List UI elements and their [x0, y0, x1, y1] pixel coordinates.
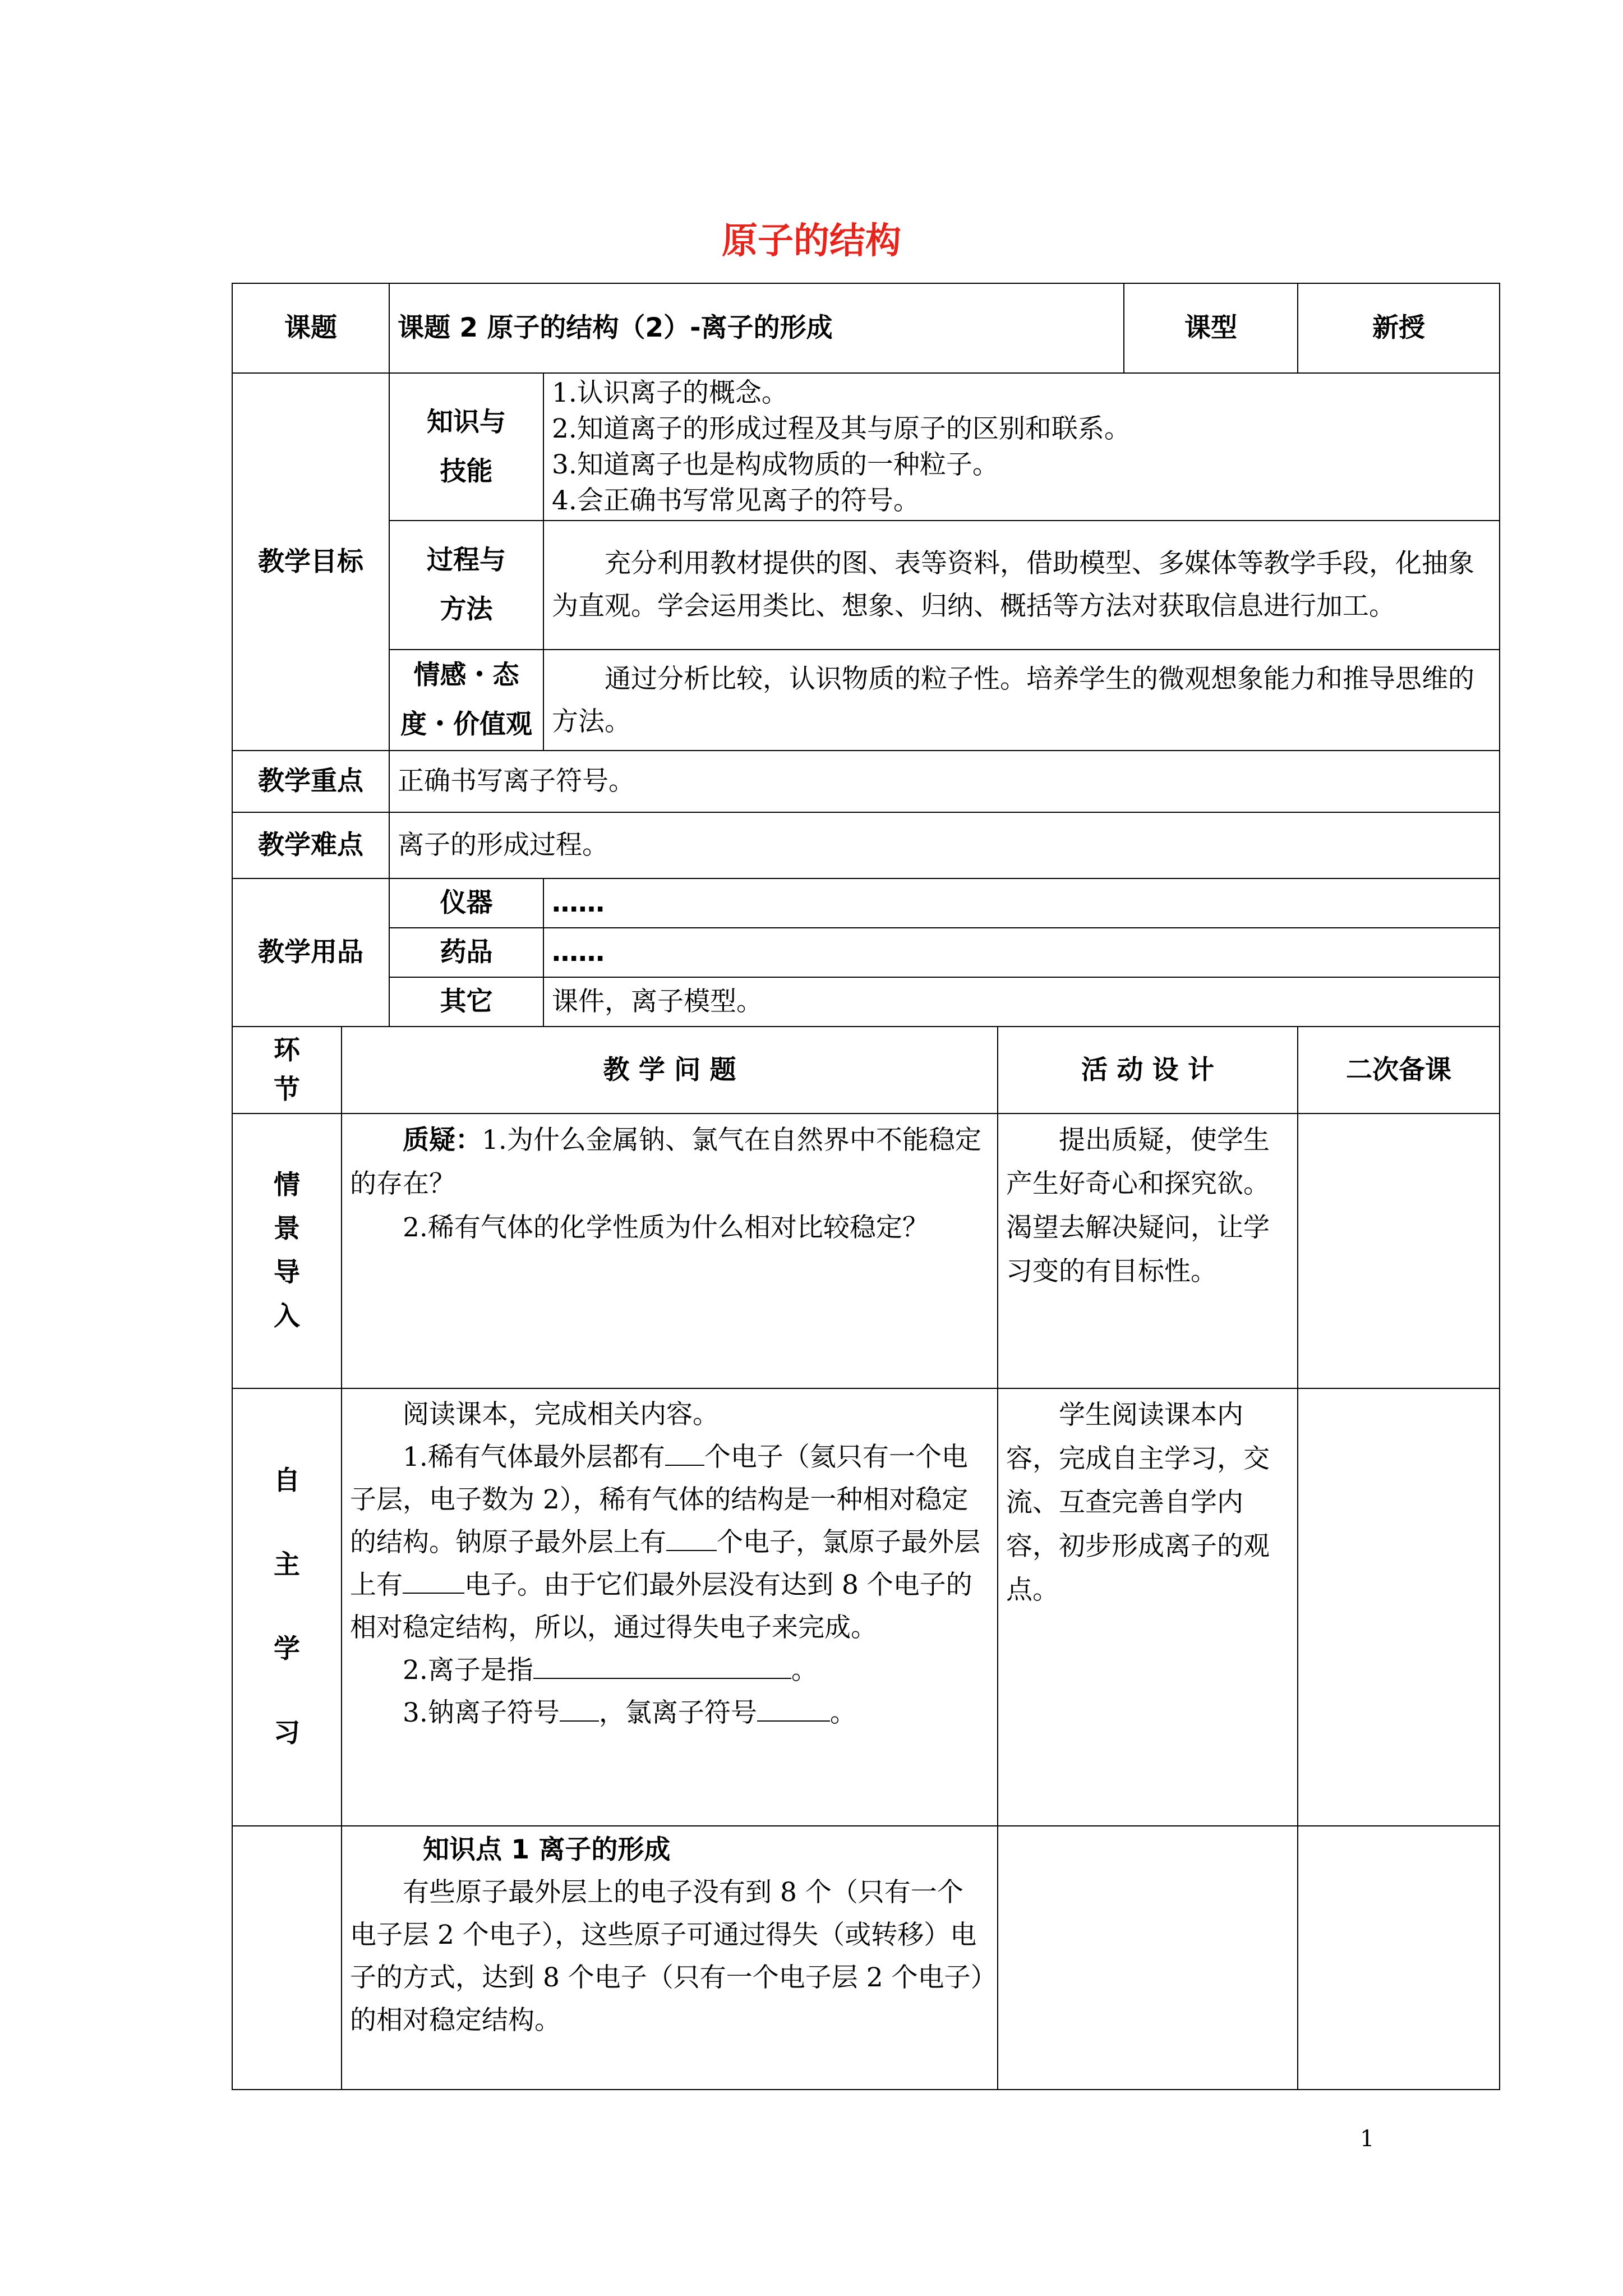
- self-study-intro: 阅读课本，完成相关内容。: [403, 1399, 719, 1430]
- second-prep-header: 二次备课: [1298, 1027, 1500, 1114]
- materials-other-row: [232, 977, 1500, 1027]
- answer-blank[interactable]: [665, 1438, 704, 1466]
- question-header: 教 学 问 题: [342, 1027, 998, 1114]
- emotion-label: 情感・态 度・价值观: [389, 650, 543, 751]
- materials-reagent-row: [232, 928, 1500, 977]
- lesson-plan-table: [232, 283, 1500, 2090]
- header-row: [232, 283, 1500, 373]
- answer-blank[interactable]: [757, 1694, 830, 1722]
- intro-questions: [342, 1114, 998, 1388]
- emotion-text: 通过分析比较，认识物质的粒子性。培养学生的微观想象能力和推导思维的方法。: [543, 650, 1500, 751]
- objectives-label: 教学目标: [232, 373, 389, 751]
- key-point-row: [232, 751, 1500, 812]
- question-label: 质疑：: [403, 1125, 482, 1156]
- instrument-label: 仪器: [389, 878, 543, 928]
- self-study-item-1: 1.稀有气体最外层都有 个电子（氦只有一个电子层，电子数为 2），稀有气体的结构是一种相对稳定的结构。钠原子最外层上有 个电子，氯原子最外层上有 电子。由于它们最外层没有达到 8 个电子的相对稳定结构，所以，通过得失电子来完成。: [350, 1436, 989, 1649]
- knowledge-item: 1.认识离子的概念。: [552, 377, 788, 408]
- intro-second-prep: [1298, 1114, 1500, 1388]
- objective-knowledge-row: [232, 373, 1500, 521]
- other-value: 课件，离子模型。: [543, 977, 1500, 1027]
- self-study-item-3: 3.钠离子符号 ，氯离子符号 。: [350, 1692, 989, 1734]
- question-1: 1.为什么金属钠、氯气在自然界中不能稳定的存在？: [350, 1125, 981, 1199]
- answer-blank[interactable]: [533, 1651, 791, 1679]
- reagent-label: 药品: [389, 928, 543, 977]
- knowledge-items: [543, 373, 1500, 521]
- self-study-item-2: 2.离子是指 。: [350, 1649, 989, 1692]
- type-label: 课型: [1124, 283, 1298, 373]
- stage-self-row: [232, 1388, 1500, 1826]
- objective-process-row: [232, 521, 1500, 650]
- stage-knowledge-row: [232, 1826, 1500, 2090]
- question-2: 2.稀有气体的化学性质为什么相对比较稳定？: [403, 1212, 929, 1243]
- stage-intro-row: [232, 1114, 1500, 1388]
- process-header-row: [232, 1027, 1500, 1114]
- other-label: 其它: [389, 977, 543, 1027]
- self-second-prep: [1298, 1388, 1500, 1826]
- self-study-content: [342, 1388, 998, 1826]
- instrument-value: ……: [543, 878, 1500, 928]
- key-point-text: 正确书写离子符号。: [389, 751, 1500, 812]
- difficulty-label: 教学难点: [232, 812, 389, 878]
- stage-self-label: 自 主 学 习: [232, 1388, 342, 1826]
- page-number: 1: [1360, 2126, 1375, 2152]
- knowledge-point-text: 有些原子最外层上的电子没有到 8 个（只有一个电子层 2 个电子），这些原子可通过得失（或转移）电子的方式，达到 8 个电子（只有一个电子层 2 个电子）的相对稳定结构。: [350, 1877, 984, 2036]
- intro-activity: 提出质疑，使学生产生好奇心和探究欲。渴望去解决疑问，让学习变的有目标性。: [998, 1114, 1298, 1388]
- knowledge-second-prep: [1298, 1826, 1500, 2090]
- process-text: 充分利用教材提供的图、表等资料，借助模型、多媒体等教学手段，化抽象为直观。学会运用类比、想象、归纳、概括等方法对获取信息进行加工。: [543, 521, 1500, 650]
- answer-blank[interactable]: [666, 1523, 717, 1551]
- self-study-activity: 学生阅读课本内容，完成自主学习，交流、互查完善自学内容，初步形成离子的观点。: [998, 1388, 1298, 1826]
- materials-instrument-row: [232, 878, 1500, 928]
- knowledge-point-heading: 知识点 1 离子的形成: [423, 1834, 671, 1865]
- materials-label: 教学用品: [232, 878, 389, 1027]
- knowledge-activity: [998, 1826, 1298, 2090]
- knowledge-point-content: [342, 1826, 998, 2090]
- topic-label: 课题: [232, 283, 389, 373]
- knowledge-item: 3.知道离子也是构成物质的一种粒子。: [552, 449, 999, 480]
- answer-blank[interactable]: [560, 1694, 599, 1722]
- activity-header: 活 动 设 计: [998, 1027, 1298, 1114]
- key-point-label: 教学重点: [232, 751, 389, 812]
- knowledge-item: 2.知道离子的形成过程及其与原子的区别和联系。: [552, 413, 1131, 444]
- knowledge-label: 知识与 技能: [389, 373, 543, 521]
- topic-value: 课题 2 原子的结构（2）-离子的形成: [389, 283, 1124, 373]
- difficulty-row: [232, 812, 1500, 878]
- type-value: 新授: [1298, 283, 1500, 373]
- answer-blank[interactable]: [403, 1566, 464, 1594]
- stage-knowledge-label: [232, 1826, 342, 2090]
- objective-emotion-row: [232, 650, 1500, 751]
- knowledge-item: 4.会正确书写常见离子的符号。: [552, 485, 920, 516]
- stage-intro-label: 情 景 导 入: [232, 1114, 342, 1388]
- process-label: 过程与 方法: [389, 521, 543, 650]
- stage-header: 环 节: [232, 1027, 342, 1114]
- reagent-value: ……: [543, 928, 1500, 977]
- page-title: 原子的结构: [722, 220, 901, 262]
- difficulty-text: 离子的形成过程。: [389, 812, 1500, 878]
